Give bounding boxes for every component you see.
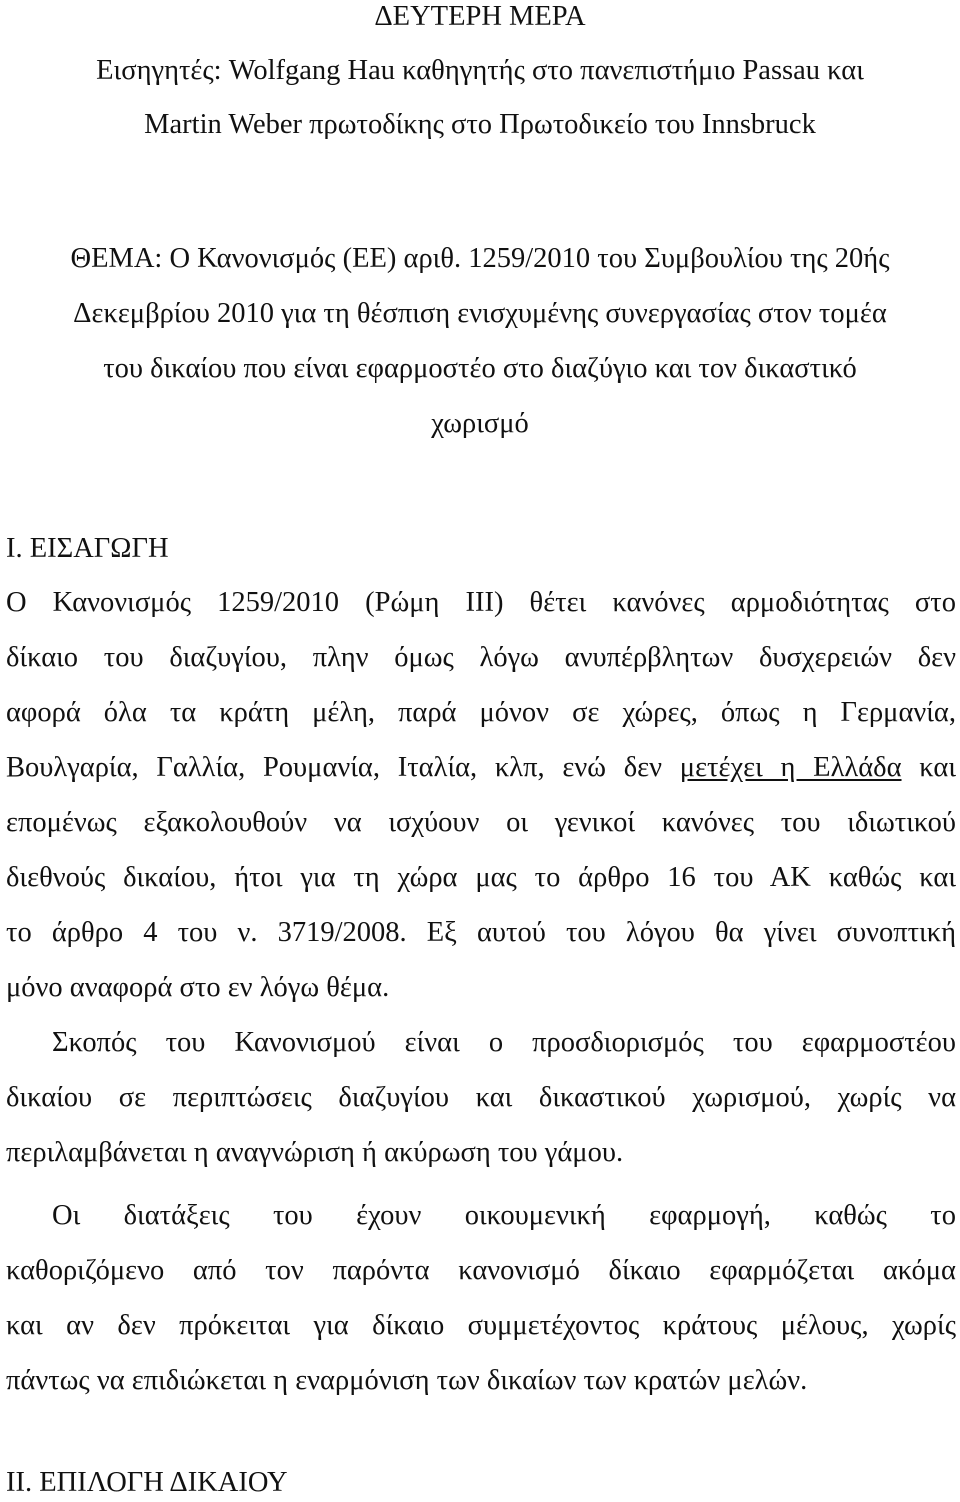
theme-line-3: του δικαίου που είναι εφαρμοστέο στο διαζύγιο και τον δικαστικό [103,353,857,384]
paragraph-line: καθοριζόμενο από τον παρόντα κανονισμό δίκαιο εφαρμόζεται ακόμα [6,1255,956,1286]
speakers-line-1: Εισηγητές: Wolfgang Hau καθηγητής στο πανεπιστήμιο Passau και [96,55,864,86]
paragraph-line: Ο Κανονισμός 1259/2010 (Ρώμη ΙΙΙ) θέτει κανόνες αρμοδιότητας στο [6,587,956,618]
paragraph-line: διεθνούς δικαίου, ήτοι για τη χώρα μας το άρθρο 16 του ΑΚ καθώς και [6,862,956,893]
underlined-text: μετέχει η Ελλάδα [679,752,902,783]
paragraph-last-line: μόνο αναφορά στο εν λόγω θέμα. [6,972,390,1003]
day-title: ΔΕΥΤΕΡΗ ΜΕΡΑ [374,1,586,32]
paragraph-line: και αν δεν πρόκειται για δίκαιο συμμετέχοντος κράτους μέλους, χωρίς [6,1310,956,1341]
paragraph-last-line: περιλαμβάνεται η αναγνώριση ή ακύρωση του γάμου. [6,1137,624,1168]
paragraph-line: δικαίου σε περιπτώσεις διαζυγίου και δικαστικού χωρισμού, χωρίς να [6,1082,956,1113]
paragraph-line [6,751,956,785]
section-heading-introduction: Ι. ΕΙΣΑΓΩΓΗ [6,533,169,564]
paragraph-line: επομένως εξακολουθούν να ισχύουν οι γενικοί κανόνες του ιδιωτικού [6,807,956,838]
paragraph-text: και [901,752,956,783]
theme-line-1: ΘΕΜΑ: Ο Κανονισμός (ΕΕ) αριθ. 1259/2010 του Συμβουλίου της 20ής [70,243,890,274]
paragraph-first-line: Οι διατάξεις του έχουν οικουμενική εφαρμογή, καθώς το [52,1200,956,1231]
paragraph-line: δίκαιο του διαζυγίου, πλην όμως λόγω ανυπέρβλητων δυσχερειών δεν [6,642,956,673]
paragraph-text: Βουλγαρία, Γαλλία, Ρουμανία, Ιταλία, κλπ, ενώ δεν [6,752,680,783]
section-heading-choice-of-law: ΙΙ. ΕΠΙΛΟΓΗ ΔΙΚΑΙΟΥ [6,1467,288,1498]
paragraph-first-line: Σκοπός του Κανονισμού είναι ο προσδιορισμός του εφαρμοστέου [52,1027,956,1058]
paragraph-line: αφορά όλα τα κράτη μέλη, παρά μόνον σε χώρες, όπως η Γερμανία, [6,697,956,728]
paragraph-line: το άρθρο 4 του ν. 3719/2008. Εξ αυτού του λόγου θα γίνει συνοπτική [6,917,956,948]
speakers-line-2: Martin Weber πρωτοδίκης στο Πρωτοδικείο του Innsbruck [144,109,816,140]
theme-line-4: χωρισμό [431,408,529,439]
paragraph-last-line: πάντως να επιδιώκεται η εναρμόνιση των δικαίων των κρατών μελών. [6,1365,808,1396]
theme-line-2: Δεκεμβρίου 2010 για τη θέσπιση ενισχυμένης συνεργασίας στον τομέα [73,298,887,329]
